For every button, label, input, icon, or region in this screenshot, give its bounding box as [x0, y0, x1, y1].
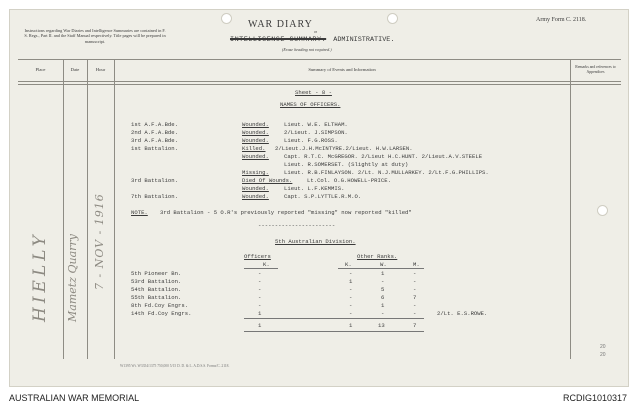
m-value: - [413, 286, 417, 293]
m-value: - [413, 310, 417, 317]
casualty-names: Lieut. L.F.KEMMIS. [284, 185, 345, 192]
k-value: - [349, 286, 353, 293]
sheet-number: Sheet - 8 - [295, 89, 332, 96]
k-value: - [349, 270, 353, 277]
casualty-unit: 3rd A.F.A.Bde. [131, 137, 178, 144]
title-or: or [314, 30, 317, 34]
casualty-unit: 1st Battalion. [131, 145, 178, 152]
m-value: - [413, 270, 417, 277]
casualty-status: Wounded. [242, 153, 269, 160]
summary-line [230, 36, 394, 44]
w-value: 6 [381, 294, 385, 301]
totals-rule [244, 318, 424, 319]
total-w: 13 [378, 322, 385, 329]
officers-value: - [258, 302, 262, 309]
col-divider [87, 59, 88, 359]
division-unit: 55th Battalion. [131, 294, 182, 301]
casualty-names: Lieut. F.G.ROSS. [284, 137, 338, 144]
note-text: 3rd Battalion - 5 O.R's previously reported "missing" now reported "killed" [160, 209, 412, 216]
casualty-unit: 2nd A.F.A.Bde. [131, 129, 178, 136]
officers-value: - [258, 294, 262, 301]
w-value: - [381, 310, 385, 317]
engineer-officer-note: 2/Lt. E.S.ROWE. [437, 310, 488, 317]
casualty-status: Wounded. [242, 137, 269, 144]
archive-reference: RCDIG1010317 [562, 393, 627, 403]
heading-underline [244, 268, 278, 269]
punch-hole [221, 13, 232, 24]
k-value: - [349, 294, 353, 301]
heading-underline [338, 268, 424, 269]
casualty-names: Lt.Col. O.G.HOWELL-PRICE. [307, 177, 391, 184]
col-k: K. [345, 261, 352, 268]
side-number: 20 [600, 344, 606, 350]
table-header-rule2 [18, 84, 621, 85]
col-divider [114, 59, 115, 359]
army-form-number: Army Form C. 2118. [536, 17, 587, 23]
col-header-date: Date [70, 67, 80, 73]
other-ranks-heading: Other Ranks. [357, 253, 398, 260]
casualty-status: Wounded. [242, 129, 269, 136]
casualty-names: Lieut. R.SOMERSET. (Slightly at duty) [284, 161, 409, 168]
k-value: - [349, 302, 353, 309]
col-header-hour: Hour [95, 67, 106, 73]
casualty-names: 2/Lieut. J.SIMPSON. [284, 129, 348, 136]
k-value: - [349, 310, 353, 317]
total-officers: 1 [258, 322, 262, 329]
table-header-rule [18, 81, 621, 82]
handwritten-date: 7 - NOV - 1916 [93, 193, 106, 290]
col-m: M. [413, 261, 420, 268]
casualty-status: Died Of Wounds. [242, 177, 293, 184]
w-value: 1 [381, 302, 385, 309]
casualty-names: Capt. R.T.C. McGREGOR. 2/Lieut H.C.HUNT. 2/Lieut.A.V.STEELE [284, 153, 483, 160]
instructions: Instructions regarding War Diaries and Intelligence Summaries are contained in F. S. Regs., Part II. and the Staff Manual respectively. Title pages will be prepared in manuscript. [24, 28, 166, 44]
col-header-remarks: Remarks and references to Appendices [575, 65, 616, 74]
division-unit: 5th Pioneer Bn. [131, 270, 182, 277]
k-value: 1 [349, 278, 353, 285]
w-value: - [381, 278, 385, 285]
w-value: 5 [381, 286, 385, 293]
punch-hole [597, 205, 608, 216]
division-unit: 53rd Battalion. [131, 278, 182, 285]
col-divider [63, 59, 64, 359]
m-value: - [413, 278, 417, 285]
casualty-names: Capt. S.P.LYTTLE.R.M.O. [284, 193, 362, 200]
division-unit: 54th Battalion. [131, 286, 182, 293]
casualty-unit: 1st A.F.A.Bde. [131, 121, 178, 128]
side-number: 20 [600, 352, 606, 358]
casualty-status: Missing. [242, 169, 269, 176]
m-value: 7 [413, 294, 417, 301]
w-value: 1 [381, 270, 385, 277]
col-k-officers: K. [263, 261, 270, 268]
division-unit: 8th Fd.Coy Engrs. [131, 302, 189, 309]
handwritten-place: HIELLY [30, 231, 50, 322]
printer-imprint: W1395 Wt. W3354/1375 750,000 5/15 D. D. & L. A.D.S.S. Forms/C. 2118. [120, 364, 230, 368]
handwritten-location: Mametz Quarry [66, 234, 79, 322]
total-k: 1 [349, 322, 353, 329]
officers-heading: Officers [244, 253, 271, 260]
officers-value: - [258, 278, 262, 285]
casualty-unit: 7th Battalion. [131, 193, 178, 200]
struck-heading: INTELLIGENCE SUMMARY. [230, 36, 327, 44]
officers-value: - [258, 286, 262, 293]
officers-value: - [258, 270, 262, 277]
names-heading: NAMES OF OFFICERS. [280, 101, 341, 108]
casualty-status: Wounded. [242, 185, 269, 192]
officers-value: 1 [258, 310, 262, 317]
separator-rule: ----------------------- [258, 222, 336, 229]
casualty-unit: 3rd Battalion. [131, 177, 178, 184]
totals-bottom-rule [244, 331, 424, 332]
col-divider [570, 59, 571, 359]
total-m: 7 [413, 322, 417, 329]
diary-type: ADMINISTRATIVE. [333, 36, 395, 44]
division-heading: 5th Australian Division. [275, 238, 356, 245]
m-value: - [413, 302, 417, 309]
col-w: W. [380, 261, 387, 268]
division-unit: 14th Fd.Coy Engrs. [131, 310, 192, 317]
col-header-summary: Summary of Events and Information [308, 67, 376, 73]
casualty-names: Lieut. W.E. ELTHAM. [284, 121, 348, 128]
casualty-names: Lieut. R.B.FINLAYSON. 2/Lt. N.J.MULLARKEY. 2/Lt.F.G.PHILLIPS. [284, 169, 489, 176]
punch-hole [387, 13, 398, 24]
erase-note: (Erase heading not required.) [282, 47, 332, 52]
archive-credit: AUSTRALIAN WAR MEMORIAL [9, 393, 140, 403]
casualty-names: 2/Lieut.J.H.McINTYRE.2/Lieut. H.W.LARSEN. [275, 145, 413, 152]
casualty-status: Killed. [242, 145, 266, 152]
casualty-status: Wounded. [242, 193, 269, 200]
casualty-status: Wounded. [242, 121, 269, 128]
col-header-place: Place [35, 67, 46, 73]
diary-title: WAR DIARY [248, 19, 313, 30]
note-label: NOTE. [131, 209, 148, 216]
